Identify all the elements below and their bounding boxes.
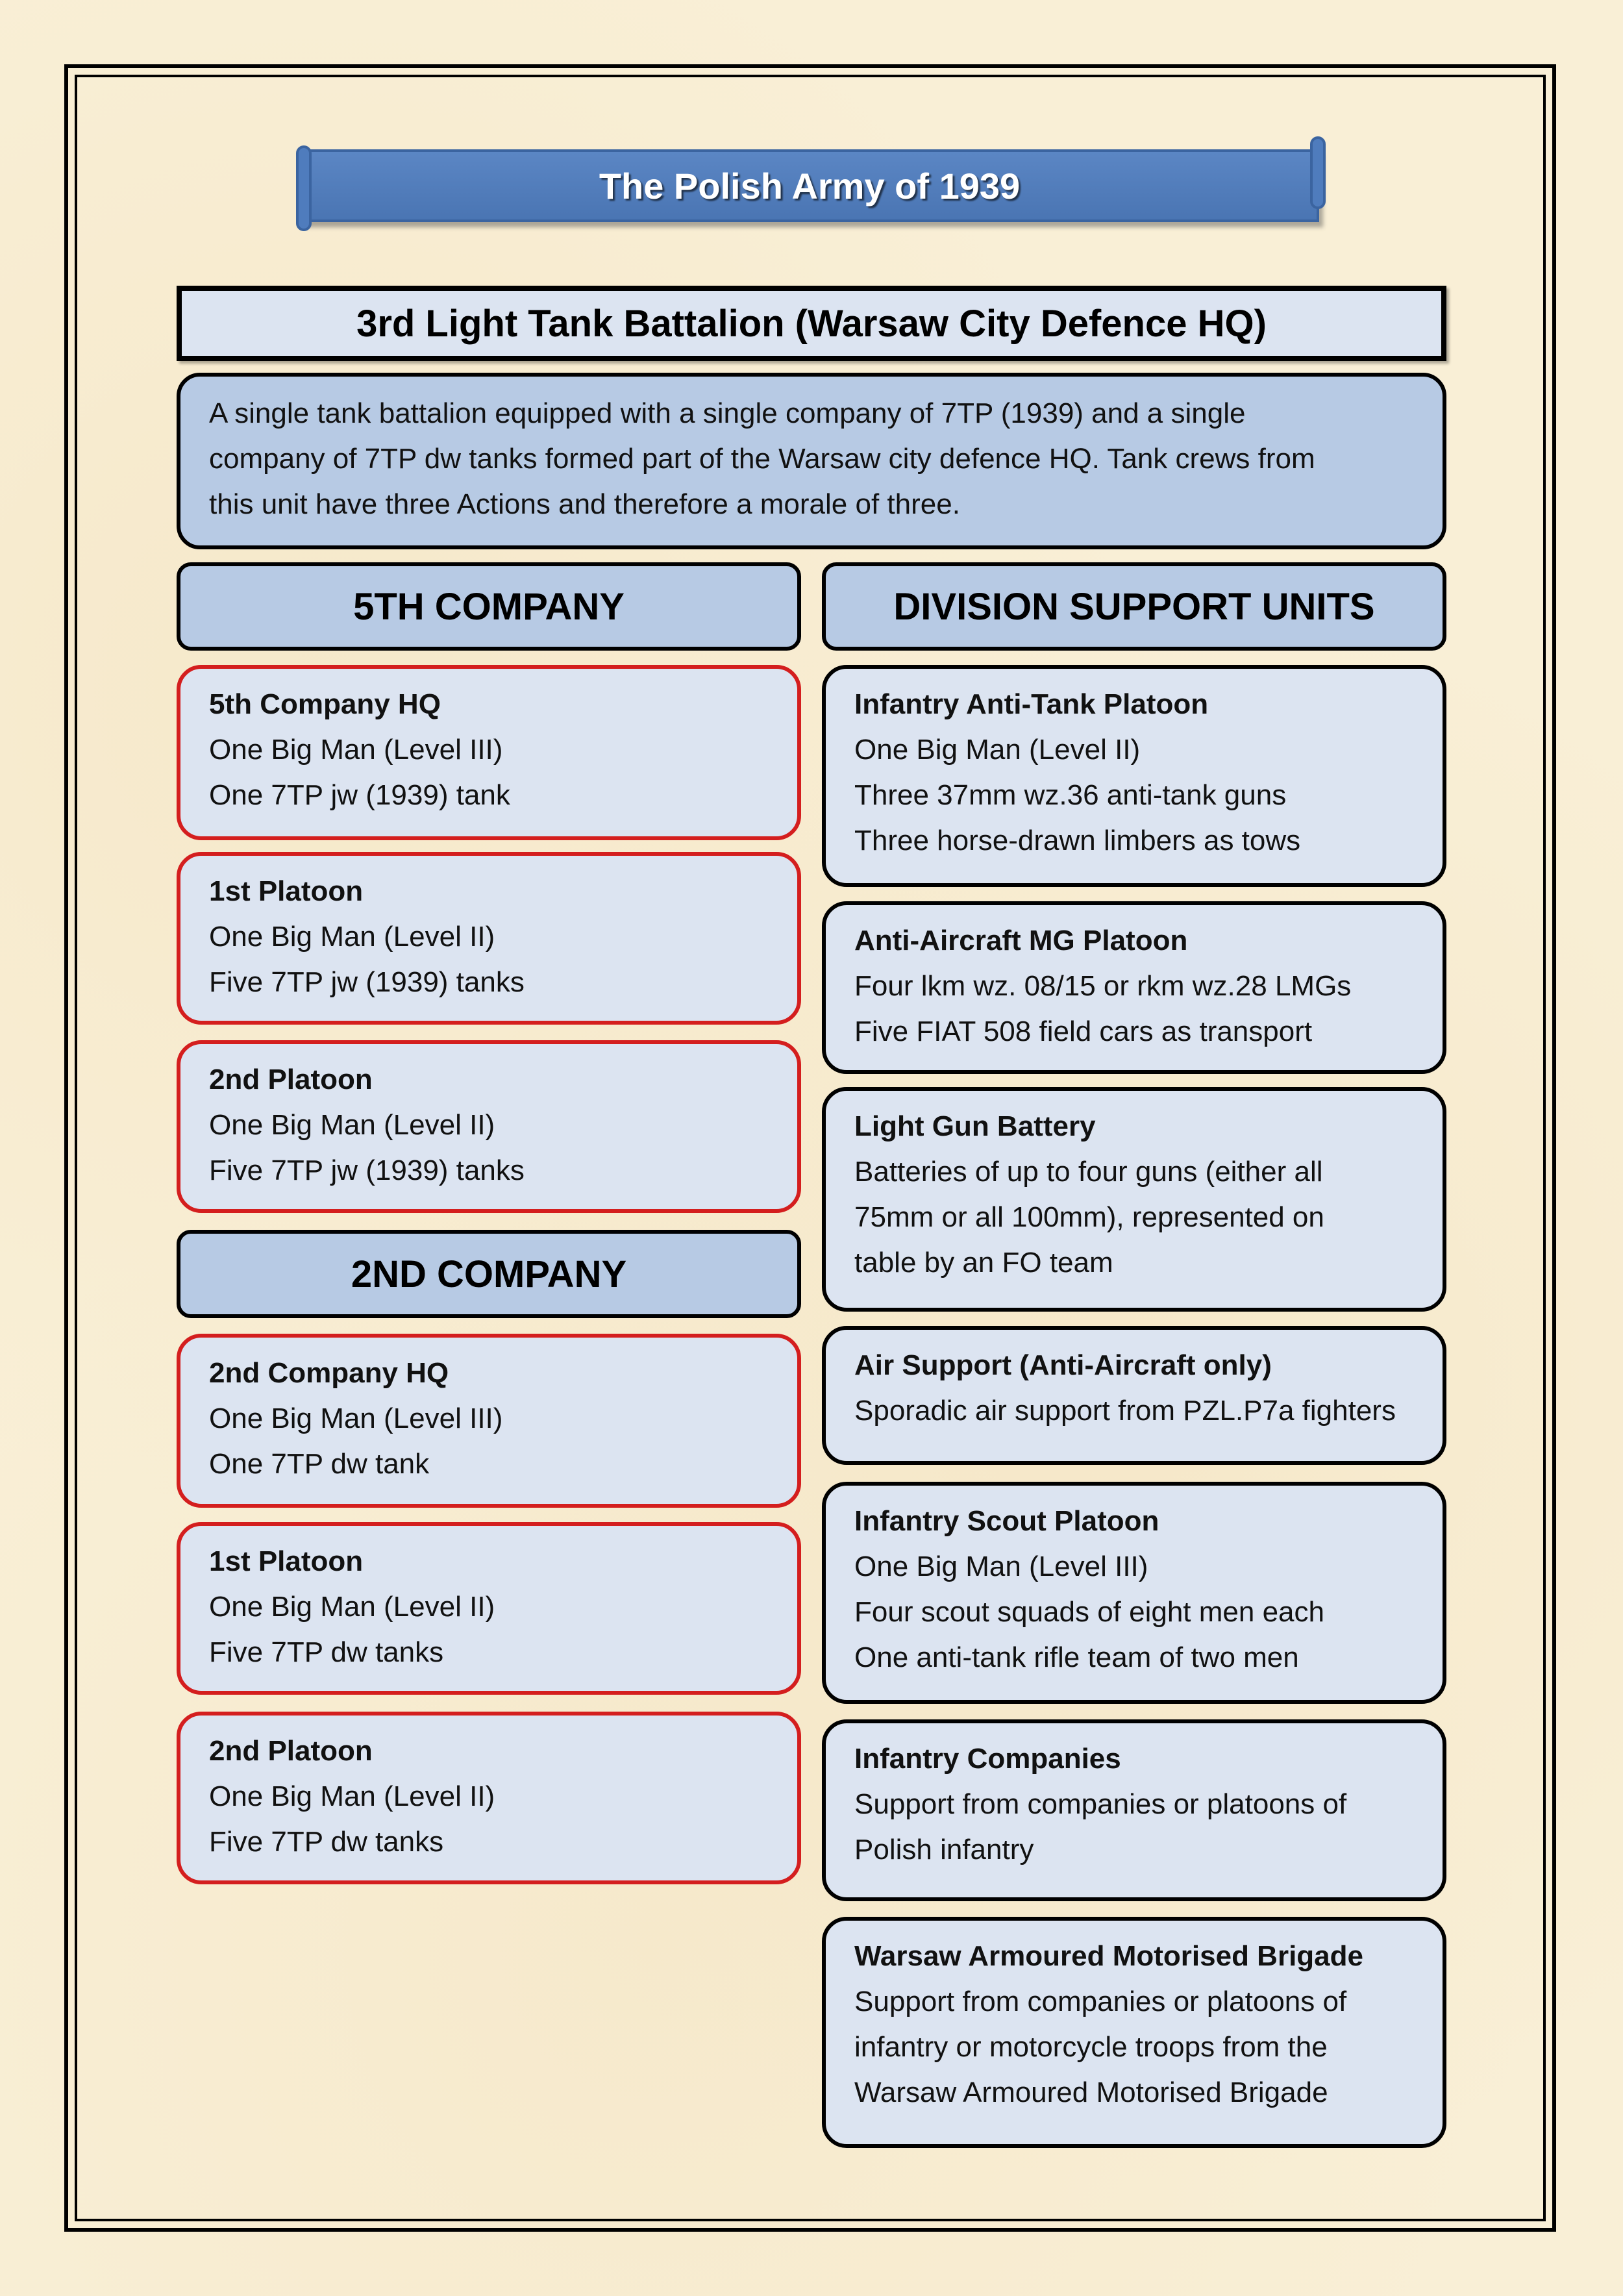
unit-line: Four scout squads of eight men each [854, 1596, 1324, 1628]
unit-line: One Big Man (Level II) [854, 734, 1141, 766]
unit-card [177, 1040, 801, 1213]
company-2-heading: 2ND COMPANY [177, 1230, 801, 1318]
unit-card [822, 1326, 1446, 1465]
unit-title: Infantry Scout Platoon [854, 1505, 1159, 1537]
unit-line: One 7TP dw tank [209, 1448, 430, 1480]
battalion-heading: 3rd Light Tank Battalion (Warsaw City Defence HQ) [177, 286, 1446, 361]
unit-line: One Big Man (Level III) [209, 1403, 503, 1434]
unit-card [177, 665, 801, 840]
unit-line: 75mm or all 100mm), represented on [854, 1201, 1324, 1233]
unit-line: Batteries of up to four guns (either all [854, 1156, 1323, 1188]
unit-line: One Big Man (Level II) [209, 1591, 495, 1623]
unit-title: 2nd Company HQ [209, 1357, 449, 1389]
unit-line: One Big Man (Level II) [209, 921, 495, 953]
banner-scroll-left [296, 145, 312, 231]
unit-line: One anti-tank rifle team of two men [854, 1641, 1299, 1673]
unit-line: Five FIAT 508 field cars as transport [854, 1016, 1313, 1047]
title-banner [300, 144, 1319, 222]
unit-card [177, 1522, 801, 1695]
unit-title: Anti-Aircraft MG Platoon [854, 925, 1188, 956]
banner-body [300, 149, 1319, 222]
unit-line: Warsaw Armoured Motorised Brigade [854, 2077, 1328, 2108]
company-5-heading: 5TH COMPANY [177, 562, 801, 651]
unit-title: Infantry Companies [854, 1743, 1121, 1775]
unit-line: Support from companies or platoons of [854, 1788, 1347, 1820]
unit-line: One Big Man (Level II) [209, 1780, 495, 1812]
unit-line: table by an FO team [854, 1247, 1113, 1279]
intro-box [177, 373, 1446, 549]
unit-line: Three 37mm wz.36 anti-tank guns [854, 779, 1287, 811]
unit-line: Support from companies or platoons of [854, 1986, 1347, 2017]
intro-line: this unit have three Actions and therefore a morale of three. [209, 488, 960, 520]
unit-card [822, 1087, 1446, 1312]
unit-line: Four lkm wz. 08/15 or rkm wz.28 LMGs [854, 970, 1352, 1002]
unit-card [822, 901, 1446, 1074]
unit-title: Infantry Anti-Tank Platoon [854, 688, 1209, 720]
unit-card [177, 852, 801, 1025]
unit-card [822, 1482, 1446, 1704]
unit-line: Five 7TP jw (1939) tanks [209, 1154, 525, 1186]
unit-card [177, 1334, 801, 1508]
unit-line: Sporadic air support from PZL.P7a fighters [854, 1395, 1396, 1427]
unit-line: infantry or motorcycle troops from the [854, 2031, 1328, 2063]
intro-line: company of 7TP dw tanks formed part of the Warsaw city defence HQ. Tank crews from [209, 443, 1315, 475]
unit-title: 2nd Platoon [209, 1064, 373, 1095]
unit-line: Five 7TP dw tanks [209, 1636, 444, 1668]
unit-line: Three horse-drawn limbers as tows [854, 825, 1301, 856]
unit-title: Light Gun Battery [854, 1110, 1096, 1142]
unit-title: Air Support (Anti-Aircraft only) [854, 1349, 1272, 1381]
unit-line: One Big Man (Level II) [209, 1109, 495, 1141]
unit-title: Warsaw Armoured Motorised Brigade [854, 1940, 1363, 1972]
unit-line: One 7TP jw (1939) tank [209, 779, 510, 811]
unit-line: One Big Man (Level III) [854, 1551, 1148, 1582]
unit-line: Polish infantry [854, 1834, 1034, 1866]
unit-line: Five 7TP dw tanks [209, 1826, 444, 1858]
unit-card [822, 1719, 1446, 1901]
unit-card [822, 1917, 1446, 2148]
banner-scroll-right [1310, 136, 1326, 209]
unit-line: One Big Man (Level III) [209, 734, 503, 766]
unit-card [822, 665, 1446, 887]
unit-line: Five 7TP jw (1939) tanks [209, 966, 525, 998]
page-title: The Polish Army of 1939 [599, 165, 1021, 206]
intro-line: A single tank battalion equipped with a single company of 7TP (1939) and a single [209, 397, 1246, 429]
support-units-heading: DIVISION SUPPORT UNITS [822, 562, 1446, 651]
unit-title: 5th Company HQ [209, 688, 441, 720]
unit-title: 2nd Platoon [209, 1735, 373, 1767]
unit-title: 1st Platoon [209, 1545, 364, 1577]
unit-title: 1st Platoon [209, 875, 364, 907]
unit-card [177, 1712, 801, 1884]
